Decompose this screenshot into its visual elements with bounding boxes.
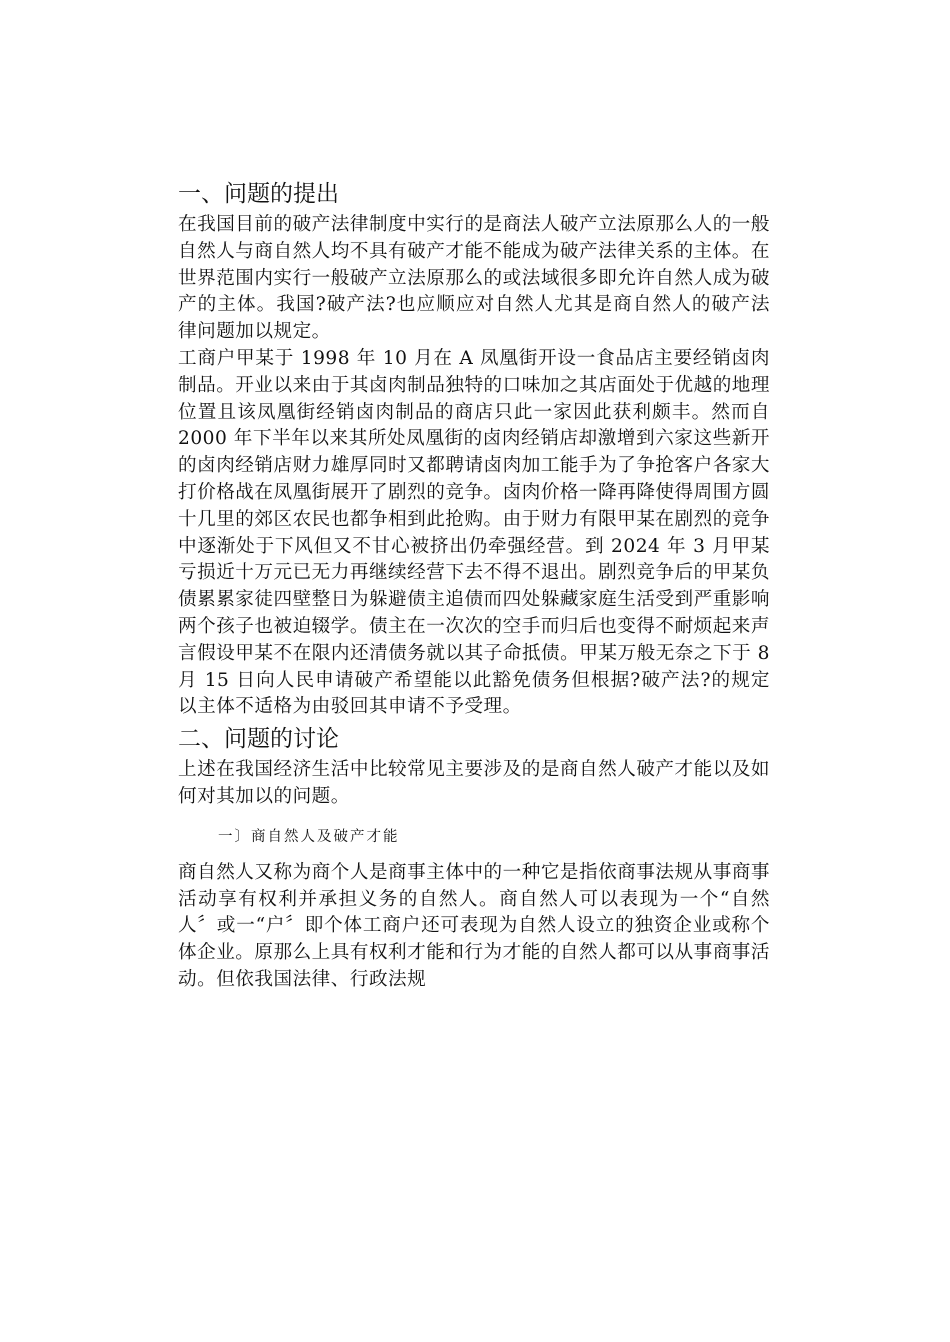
paragraph-intro: 在我国目前的破产法律制度中实行的是商法人破产立法原那么人的一般自然人与商自然人均不具有破产才能不能成为破产法律关系的主体。在世界范围内实行一般破产立法原那么的或法域很多即允许自然人成为破产的主体。我国?破产法?也应顺应对自然人尤其是商自然人的破产法律问题加以规定。: [178, 214, 770, 343]
document-body: [178, 176, 770, 994]
paragraph-discussion: 上述在我国经济生活中比较常见主要涉及的是商自然人破产才能以及如何对其加以的问题。: [178, 759, 770, 807]
section-heading-discussion: 二、问题的讨论: [178, 726, 339, 753]
subheading-commercial-natural-person: 一〕商自然人及破产才能: [218, 828, 400, 845]
paragraph-commercial-natural-person: 商自然人又称为商个人是商事主体中的一种它是指依商事法规从事商事活动享有权利并承担义务的自然人。商自然人可以表现为一个“自然人〞或一“户〞即个体工商户还可表现为自然人设立的独资企业或称个体企业。原那么上具有权利才能和行为才能的自然人都可以从事商事活动。但依我国法律、行政法规: [178, 861, 770, 990]
paragraph-case: 工商户甲某于 1998 年 10 月在 A 凤凰街开设一食品店主要经销卤肉制品。开业以来由于其卤肉制品独特的口味加之其店面处于优越的地理位置且该凤凰街经销卤肉制品的商店只此一家因此获利颇丰。然而自 2000 年下半年以来其所处凤凰街的卤肉经销店却激增到六家这些新开的卤肉经销店财力雄厚同时又都聘请卤肉加工能手为了争抢客户各家大打价格战在凤凰街展开了剧烈的竞争。卤肉价格一降再降使得周围方圆十几里的郊区农民也都争相到此抢购。由于财力有限甲某在剧烈的竞争中逐渐处于下风但又不甘心被挤出仍牵强经营。到 2024 年 3 月甲某亏损近十万元已无力再继续经营下去不得不退出。剧烈竞争后的甲某负债累累家徒四壁整日为躲避债主追债而四处躲藏家庭生活受到严重影响两个孩子也被迫辍学。债主在一次次的空手而归后也变得不耐烦起来声言假设甲某不在限内还清债务就以其子命抵债。甲某万般无奈之下于 8 月 15 日向人民申请破产希望能以此豁免债务但根据?破产法?的规定以主体不适格为由驳回其申请不予受理。: [178, 347, 770, 718]
section-heading-problem-raised: 一、问题的提出: [178, 181, 339, 207]
